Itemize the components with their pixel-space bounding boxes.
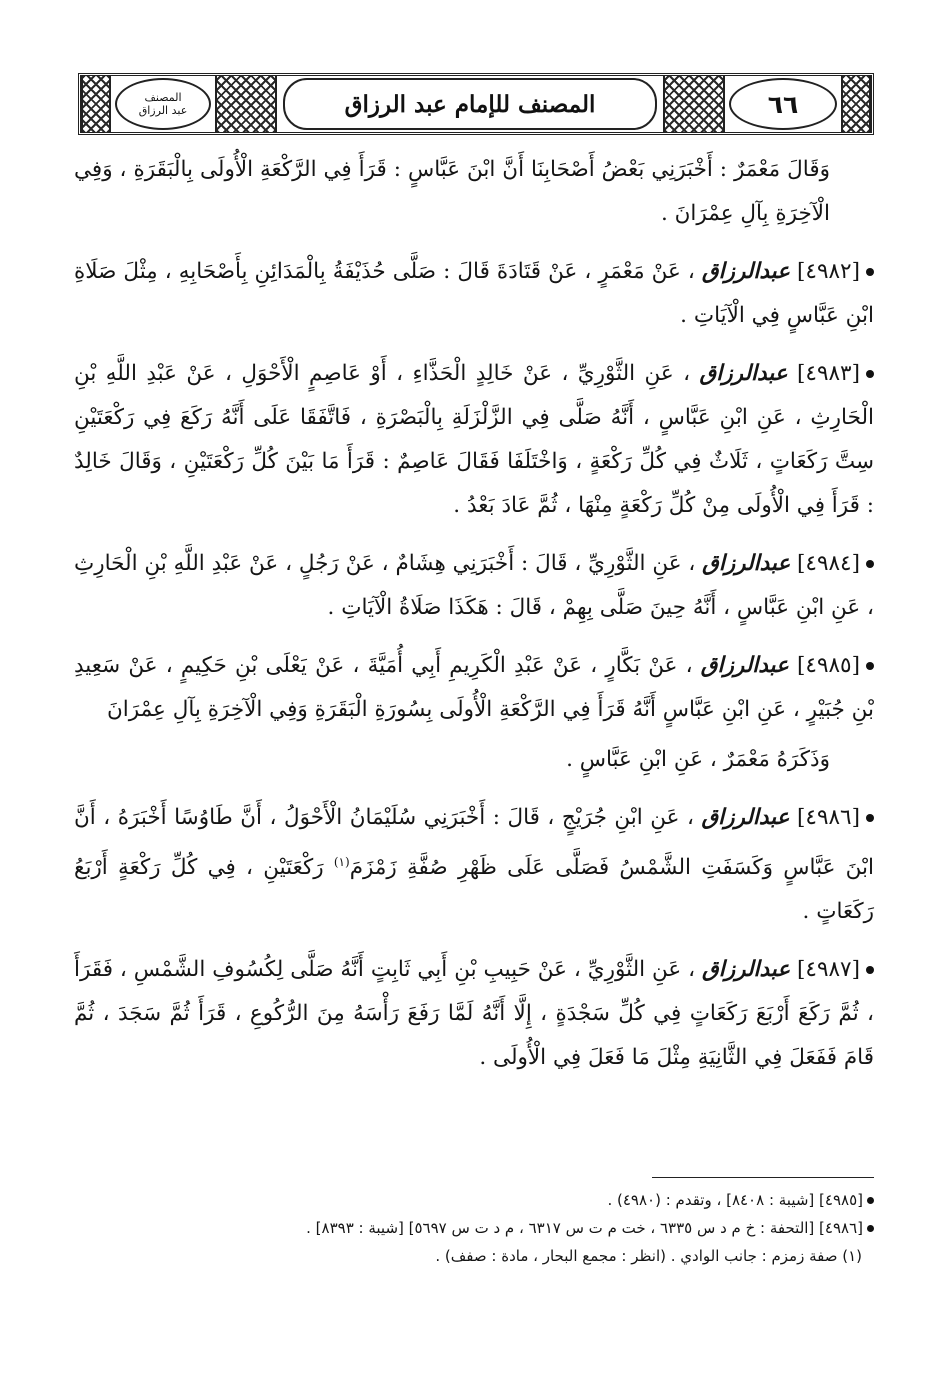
book-logo: [139, 91, 188, 117]
book-logo-medallion: [115, 78, 211, 130]
logo-line-1: المصنف: [144, 91, 182, 104]
footnote-reference[interactable]: (١): [333, 855, 350, 869]
entry-bullet: [866, 814, 874, 822]
hadith-entry-4983: [74, 352, 874, 528]
hadith-number: [٤٩٨٥]: [797, 653, 860, 678]
narrator-name: عبدالرزاق: [702, 551, 791, 576]
running-title-plate: [283, 78, 657, 130]
hadith-text: ، عَنِ الثَّوْرِيِّ ، عَنْ خَالِدٍ الْحَذَّاءِ ، أَوْ عَاصِمٍ الْأَحْوَلِ ، عَنْ عَبْدِ اللَّهِ بْنِ الْحَارِثِ ، عَنِ ابْنِ عَبَّاسٍ ، أَنَّهُ صَلَّى فِي الزَّلْزَلَةِ بِالْبَصْرَةِ ، فَاتَّفَقَا عَلَى أَنَّهُ رَكَعَ فِي رَكْعَتَيْنِ سِتَّ رَكَعَاتٍ ، ثَلَاثٌ فِي كُلِّ رَكْعَةٍ ، وَاخْتَلَفَا فَقَالَ عَاصِمٌ : قَرَأَ مَا بَيْنَ كُلِّ رَكْعَتَيْنِ ، وَقَالَ خَالِدٌ : قَرَأَ فِي الْأُولَى مِنْ كُلِّ رَكْعَةٍ مِنْهَا ، ثُمَّ عَادَ بَعْدُ .: [74, 361, 874, 518]
hadith-number: [٤٩٨٢]: [797, 259, 860, 284]
header-ornament-right-edge: [841, 76, 871, 132]
entry-bullet: [866, 268, 874, 276]
footnotes: [74, 1186, 874, 1270]
page-number: ٦٦: [767, 89, 799, 119]
hadith-entry-4982: [74, 250, 874, 338]
entry-bullet: [866, 662, 874, 670]
narrator-name: عبدالرزاق: [702, 957, 791, 983]
header-ornament-right: [663, 76, 725, 132]
footnote-4986: [74, 1214, 874, 1242]
hadith-entry-4986: [74, 796, 874, 934]
hadith-entry-4987: [74, 948, 874, 1080]
narrator-name: عبدالرزاق: [699, 361, 788, 386]
entry-bullet: [866, 966, 874, 974]
hadith-number: [٤٩٨٦]: [797, 805, 860, 830]
header-ornament-left: [215, 76, 277, 132]
hadith-number: [٤٩٨٧]: [797, 957, 860, 983]
hadith-text-after-ref: رَكْعَتَيْنِ ، فِي كُلِّ رَكْعَةٍ أَرْبَعُ رَكَعَاتٍ .: [74, 855, 874, 925]
entry-bullet: [866, 560, 874, 568]
entry-bullet: [866, 370, 874, 378]
paragraph-text: وَقَالَ مَعْمَرٌ : أَخْبَرَنِي بَعْضُ أَصْحَابِنَا أَنَّ ابْنَ عَبَّاسٍ : قَرَأَ فِي الرَّكْعَةِ الْأُولَى بِالْبَقَرَةِ ، وَفِي الْآخِرَةِ بِآلِ عِمْرَانَ .: [74, 157, 830, 226]
paragraph-mamar: [74, 148, 874, 236]
hadith-text: ، عَنْ مَعْمَرٍ ، عَنْ قَتَادَةَ قَالَ : صَلَّى حُذَيْفَةُ بِالْمَدَائِنِ بِأَصْحَابِهِ ، مِثْلَ صَلَاةِ ابْنِ عَبَّاسٍ فِي الْآيَاتِ .: [74, 259, 874, 328]
footnote-separator: [652, 1177, 874, 1178]
hadith-text: ، عَنْ بَكَّارٍ ، عَنْ عَبْدِ الْكَرِيمِ أَبِي أُمَيَّةَ ، عَنْ يَعْلَى بْنِ حَكِيمٍ ، عَنْ سَعِيدِ بْنِ جُبَيْرٍ ، عَنِ ابْنِ عَبَّاسٍ أَنَّهُ قَرَأَ فِي الرَّكْعَةِ الْأُولَى بِسُورَةِ الْبَقَرَةِ وَفِي الْآخِرَةِ بِآلِ عِمْرَانَ: [74, 653, 874, 722]
hadith-entry-4984: [74, 542, 874, 630]
footnote-bullet: [867, 1197, 874, 1204]
footnote-text: [٤٩٨٥] [شيبة : ٨٤٠٨] ، وتقدم : (٤٩٨٠) .: [607, 1191, 863, 1209]
hadith-4985-continuation: [74, 738, 874, 782]
footnote-text: (١) صفة زمزم : جانب الوادي . (انظر : مجمع البحار ، مادة : صفف) .: [435, 1247, 862, 1265]
hadith-text: ، عَنِ الثَّوْرِيِّ ، قَالَ : أَخْبَرَنِي هِشَامٌ ، عَنْ رَجُلٍ ، عَنْ عَبْدِ اللَّهِ بْنِ الْحَارِثِ ، عَنِ ابْنِ عَبَّاسٍ ، أَنَّهُ حِينَ صَلَّى بِهِمْ ، قَالَ : هَكَذَا صَلَاةُ الْآيَاتِ .: [74, 551, 874, 620]
narrator-name: عبدالرزاق: [701, 805, 790, 830]
header-ornament-left-edge: [81, 76, 111, 132]
hadith-entry-4985: [74, 644, 874, 732]
footnote-1: [74, 1242, 874, 1270]
hadith-number: [٤٩٨٤]: [797, 551, 860, 576]
narrator-name: عبدالرزاق: [700, 653, 789, 678]
hadith-text: ، عَنِ ابْنِ جُرَيْجٍ ، قَالَ : أَخْبَرَنِي سُلَيْمَانُ الْأَحْوَلُ ، أَنَّ طَاوُسًا أَخْبَرَهُ ، أَنَّ ابْنَ عَبَّاسٍ وَكَسَفَتِ الشَّمْسُ فَصَلَّى عَلَى ظَهْرِ صُفَّةِ زَمْزَمَ: [74, 805, 874, 881]
hadith-text: ، عَنِ الثَّوْرِيِّ ، عَنْ حَبِيبِ بْنِ أَبِي ثَابِتٍ أَنَّهُ صَلَّى لِكُسُوفِ الشَّمْسِ ، فَقَرَأَ ، ثُمَّ رَكَعَ أَرْبَعَ رَكَعَاتٍ فِي كُلِّ سَجْدَةٍ ، إِلَّا أَنَّهُ لَمَّا رَفَعَ رَأْسَهُ مِنَ الرُّكُوعِ ، قَرَأَ ثُمَّ سَجَدَ ، ثُمَّ قَامَ فَفَعَلَ فِي الثَّانِيَةِ مِثْلَ مَا فَعَلَ فِي الْأُولَى .: [74, 957, 874, 1071]
page-number-medallion: [729, 78, 837, 130]
page-header: [78, 73, 874, 135]
continuation-text: وَذَكَرَهُ مَعْمَرٌ ، عَنِ ابْنِ عَبَّاسٍ .: [566, 747, 830, 772]
footnote-4985: [74, 1186, 874, 1214]
footnote-bullet: [867, 1225, 874, 1232]
page-body: [74, 148, 874, 1094]
hadith-number: [٤٩٨٣]: [797, 361, 860, 386]
footnote-text: [٤٩٨٦] [التحفة : خ م د س ٦٣٣٥ ، خت م ت س ٦٣١٧ ، م د ت س ٥٦٩٧] [شيبة : ٨٣٩٣] .: [306, 1219, 863, 1237]
running-title: المصنف للإمام عبد الرزاق: [344, 90, 596, 118]
narrator-name: عبدالرزاق: [701, 259, 790, 284]
logo-line-2: عبد الرزاق: [138, 104, 188, 117]
